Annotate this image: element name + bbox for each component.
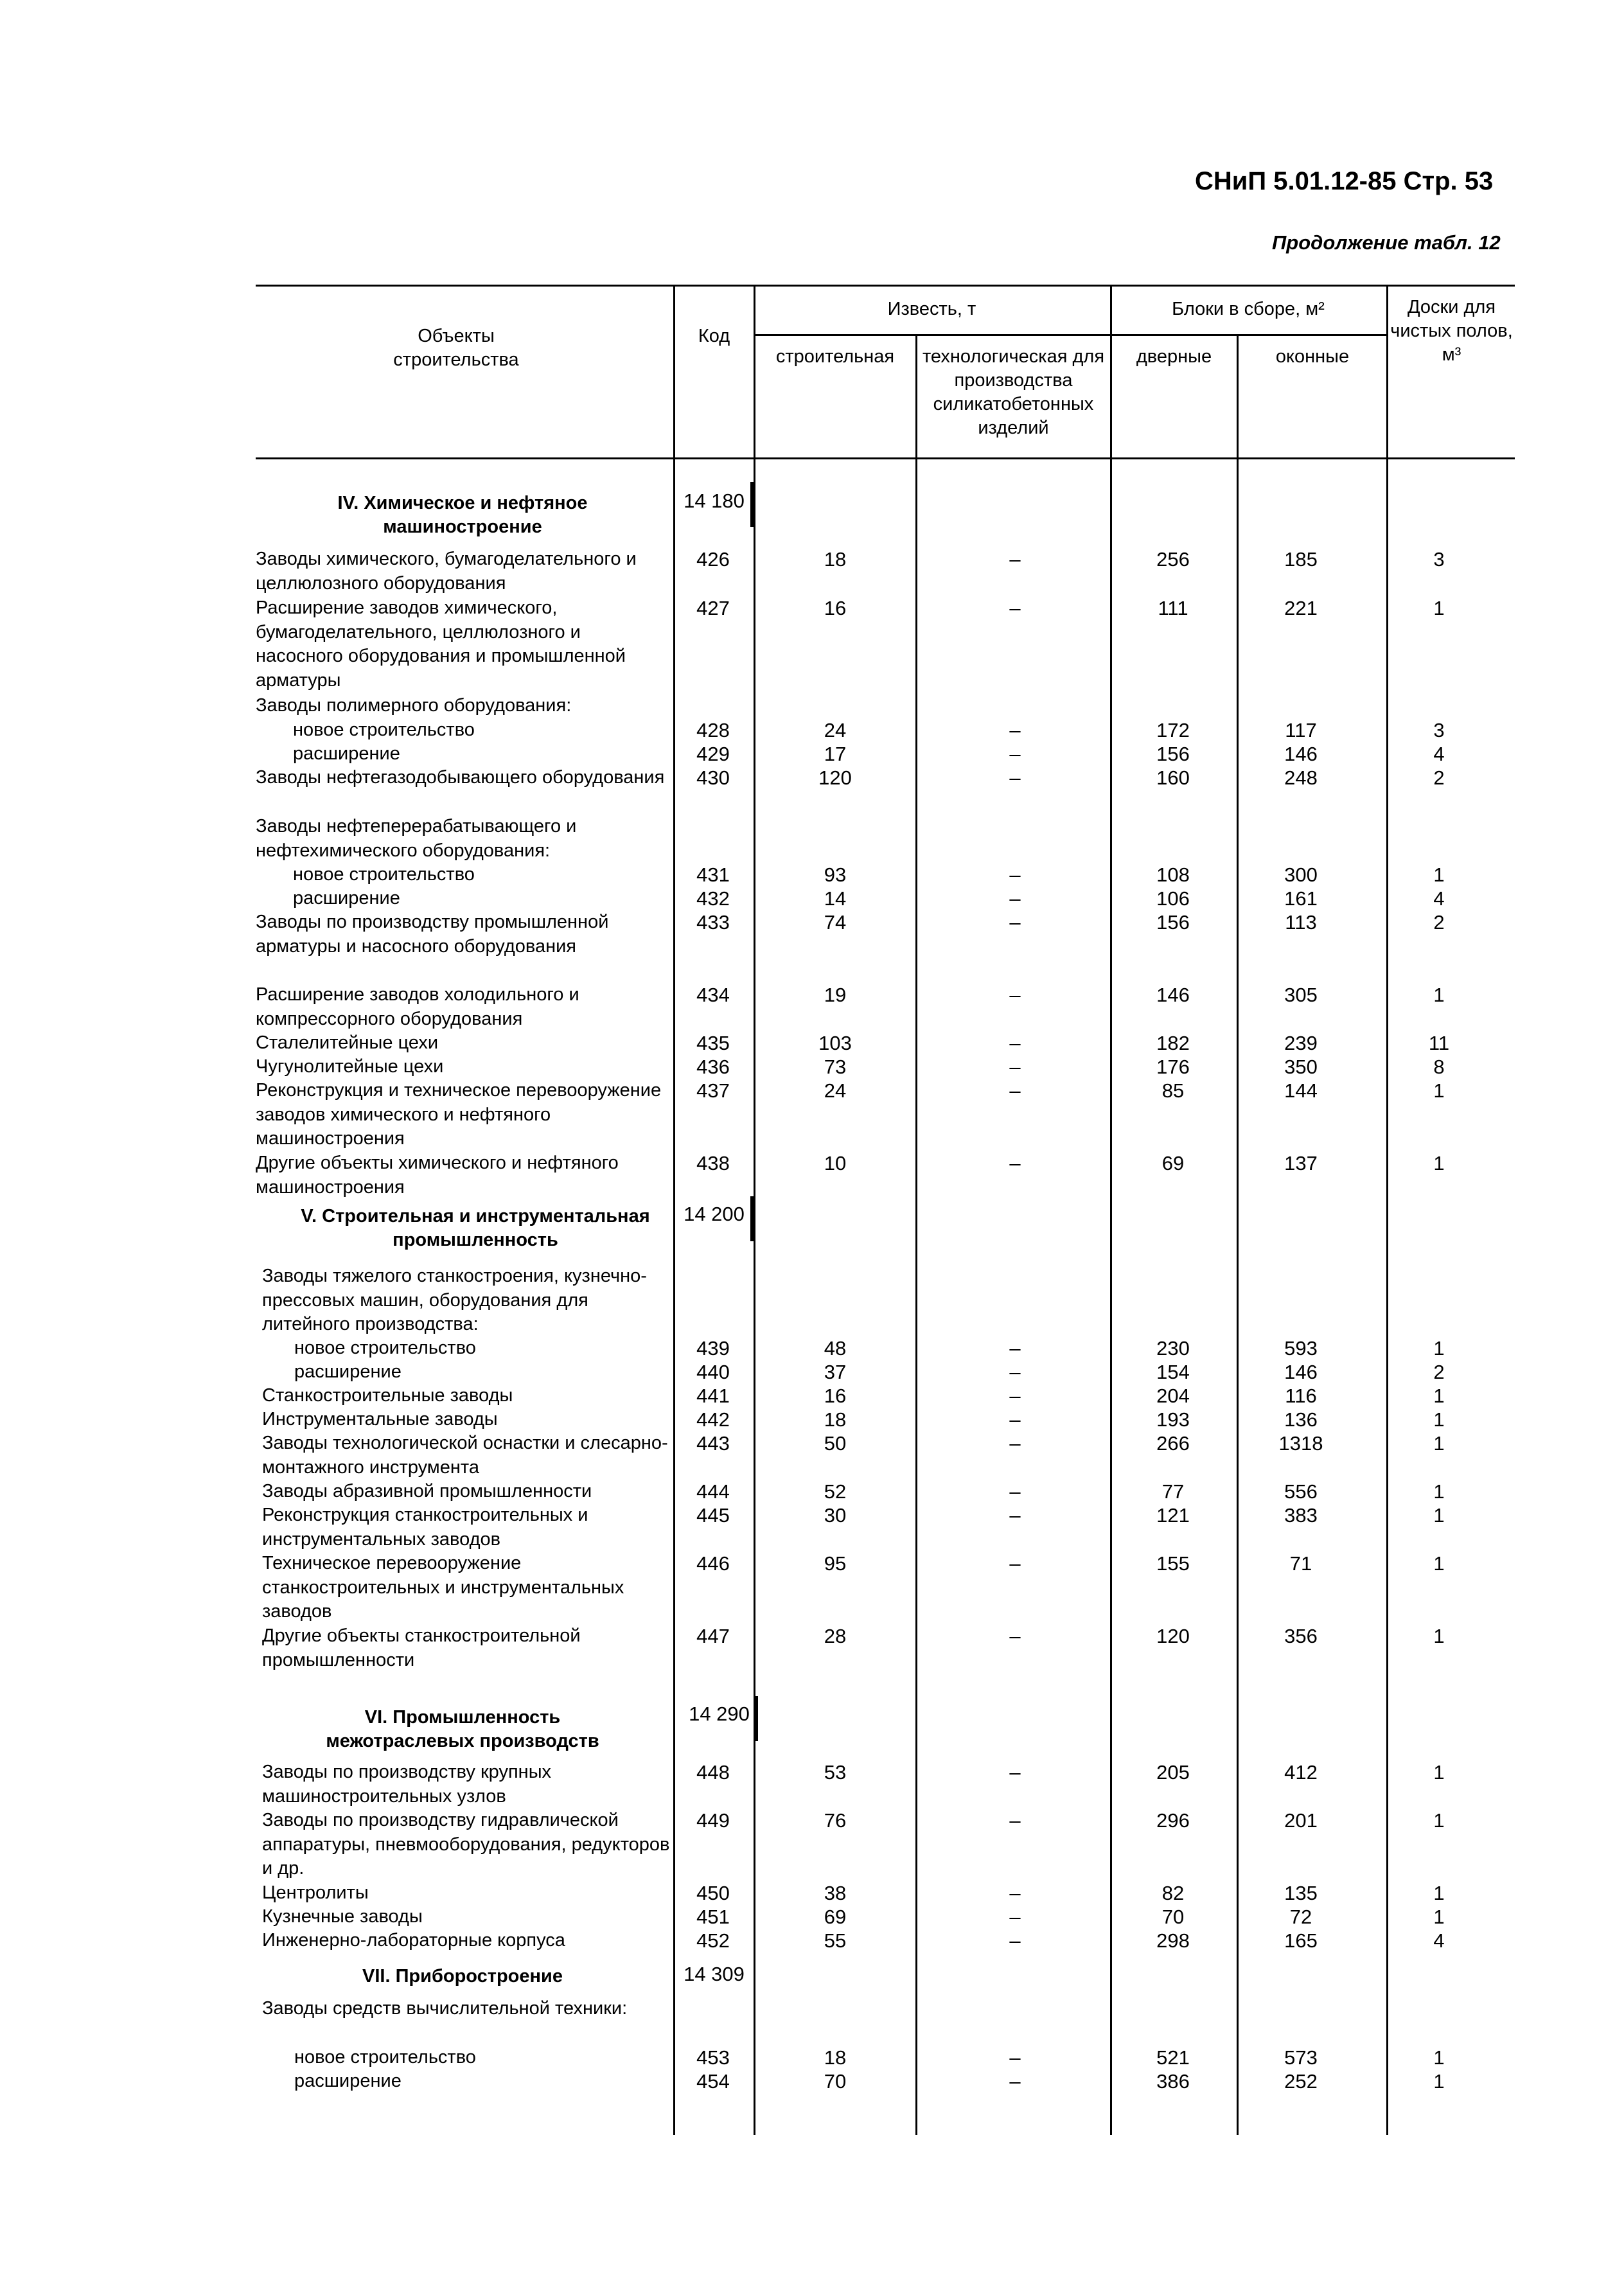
row-code: 450 [696, 1882, 730, 1904]
row-blocks-door: 70 [1161, 1906, 1185, 1928]
row-blocks-window: 146 [1284, 1361, 1318, 1383]
row-code: 452 [696, 1929, 730, 1952]
section-code: 14 180 [684, 490, 745, 512]
row-lime-tech: – [1009, 863, 1021, 886]
row-object-name: Расширение заводов холодильного и компрессорного оборудования [256, 984, 579, 1029]
row-lime-construction: 16 [824, 1385, 847, 1407]
row-blocks-door: 182 [1156, 1032, 1190, 1054]
table-top-rule [256, 285, 1515, 287]
row-blocks-window: 201 [1284, 1809, 1318, 1832]
row-boards: 1 [1433, 1906, 1445, 1928]
row-blocks-window: 71 [1289, 1552, 1312, 1575]
row-blocks-window: 248 [1284, 766, 1318, 789]
row-blocks-window: 137 [1284, 1152, 1318, 1174]
col-divider-lime [915, 334, 917, 2135]
row-blocks-window: 350 [1284, 1056, 1318, 1078]
row-blocks-window: 383 [1284, 1504, 1318, 1527]
section-code-box [750, 1196, 754, 1241]
row-lime-tech: – [1009, 1337, 1021, 1359]
row-code: 440 [696, 1361, 730, 1383]
row-blocks-window: 1318 [1278, 1432, 1323, 1455]
row-object-name: новое строительство [294, 1338, 476, 1358]
row-boards: 1 [1433, 1504, 1445, 1527]
row-lime-construction: 38 [824, 1882, 847, 1904]
row-blocks-window: 305 [1284, 984, 1318, 1006]
header-objects: Объекты строительства [393, 326, 519, 370]
row-object-name: Расширение заводов химического, бумагоделательного, целлюлозного и насосного оборудования и промышленной арматуры [256, 598, 626, 691]
row-object-name: новое строительство [293, 720, 475, 740]
row-blocks-window: 356 [1284, 1625, 1318, 1647]
row-blocks-door: 296 [1156, 1809, 1190, 1832]
row-boards: 1 [1433, 1152, 1445, 1174]
row-boards: 4 [1433, 1929, 1445, 1952]
row-lime-construction: 53 [824, 1761, 847, 1784]
row-blocks-door: 155 [1156, 1552, 1190, 1575]
row-lime-construction: 70 [824, 2070, 847, 2093]
row-blocks-door: 69 [1161, 1152, 1185, 1174]
row-lime-construction: 52 [824, 1480, 847, 1503]
row-code: 429 [696, 743, 730, 765]
row-lime-tech: – [1009, 1079, 1021, 1102]
row-blocks-window: 144 [1284, 1079, 1318, 1102]
section-title: IV. Химическое и нефтяное машиностроение [337, 493, 588, 537]
row-lime-tech: – [1009, 1432, 1021, 1455]
row-blocks-window: 113 [1285, 911, 1317, 934]
row-lime-tech: – [1009, 1480, 1021, 1503]
row-code: 434 [696, 984, 730, 1006]
row-boards: 2 [1433, 1361, 1445, 1383]
row-blocks-door: 172 [1156, 719, 1190, 741]
row-lime-tech: – [1009, 1761, 1021, 1784]
row-blocks-door: 154 [1156, 1361, 1190, 1383]
row-code: 433 [696, 911, 730, 934]
col-divider-code-right [754, 285, 755, 2135]
row-lime-construction: 103 [818, 1032, 852, 1054]
row-lime-tech: – [1009, 1906, 1021, 1928]
row-blocks-window: 161 [1284, 887, 1318, 910]
header-bottom-rule [256, 457, 1515, 459]
row-lime-tech: – [1009, 1385, 1021, 1407]
row-object-name: Заводы нефтеперерабатывающего и нефтехимического оборудования: [256, 816, 577, 861]
row-blocks-door: 85 [1161, 1079, 1185, 1102]
row-blocks-window: 136 [1284, 1408, 1318, 1431]
row-lime-construction: 10 [824, 1152, 847, 1174]
row-lime-tech: – [1009, 1625, 1021, 1647]
row-object-name: Чугунолитейные цехи [256, 1056, 444, 1077]
row-object-name: Заводы тяжелого станкостроения, кузнечно-прессовых машин, оборудования для литейного производства: [262, 1266, 647, 1334]
row-object-name: расширение [293, 743, 400, 764]
row-boards: 1 [1433, 1385, 1445, 1407]
row-lime-construction: 76 [824, 1809, 847, 1832]
row-object-name: Заводы химического, бумагоделательного и целлюлозного оборудования [256, 549, 637, 594]
row-lime-construction: 37 [824, 1361, 847, 1383]
row-code: 437 [696, 1079, 730, 1102]
row-lime-construction: 18 [824, 548, 847, 571]
row-boards: 1 [1433, 597, 1445, 619]
row-code: 446 [696, 1552, 730, 1575]
row-boards: 1 [1433, 1625, 1445, 1647]
row-code: 448 [696, 1761, 730, 1784]
row-blocks-door: 204 [1156, 1385, 1190, 1407]
row-lime-construction: 18 [824, 2046, 847, 2069]
header-lime-construction: строительная [775, 346, 895, 367]
row-lime-construction: 14 [824, 887, 847, 910]
row-blocks-door: 108 [1156, 863, 1190, 886]
row-object-name: Реконструкция станкостроительных и инструментальных заводов [262, 1505, 588, 1550]
row-code: 453 [696, 2046, 730, 2069]
row-blocks-door: 230 [1156, 1337, 1190, 1359]
row-code: 432 [696, 887, 730, 910]
row-code: 430 [696, 766, 730, 789]
row-lime-construction: 17 [824, 743, 847, 765]
row-blocks-door: 256 [1156, 548, 1190, 571]
row-blocks-window: 116 [1285, 1385, 1317, 1407]
row-boards: 11 [1428, 1032, 1450, 1054]
row-code: 449 [696, 1809, 730, 1832]
row-boards: 2 [1433, 766, 1445, 789]
row-boards: 8 [1433, 1056, 1445, 1078]
row-blocks-window: 593 [1284, 1337, 1318, 1359]
row-code: 442 [696, 1408, 730, 1431]
blocks-subheader-rule [1110, 334, 1386, 336]
row-lime-tech: – [1009, 1504, 1021, 1527]
row-object-name: Центролиты [262, 1882, 369, 1903]
row-object-name: новое строительство [293, 864, 475, 885]
row-boards: 1 [1433, 1809, 1445, 1832]
row-boards: 4 [1433, 887, 1445, 910]
row-boards: 1 [1433, 1761, 1445, 1784]
row-code: 454 [696, 2070, 730, 2093]
row-lime-tech: – [1009, 1809, 1021, 1832]
row-lime-tech: – [1009, 1552, 1021, 1575]
row-code: 441 [696, 1385, 730, 1407]
row-lime-construction: 24 [824, 719, 847, 741]
row-object-name: Заводы нефтегазодобывающего оборудования [256, 767, 665, 788]
row-object-name: Заводы по производству промышленной арматуры и насосного оборудования [256, 912, 609, 957]
row-boards: 1 [1433, 1079, 1445, 1102]
row-lime-construction: 93 [824, 863, 847, 886]
row-boards: 4 [1433, 743, 1445, 765]
col-divider-boards [1386, 285, 1388, 2135]
row-lime-construction: 18 [824, 1408, 847, 1431]
row-blocks-door: 521 [1156, 2046, 1190, 2069]
row-blocks-door: 298 [1156, 1929, 1190, 1952]
row-boards: 1 [1433, 2046, 1445, 2069]
row-boards: 1 [1433, 1408, 1445, 1431]
row-blocks-door: 146 [1156, 984, 1190, 1006]
row-code: 427 [696, 597, 730, 619]
row-object-name: Заводы средств вычислительной техники: [262, 1998, 628, 2019]
row-blocks-window: 573 [1284, 2046, 1318, 2069]
row-boards: 3 [1433, 548, 1445, 571]
row-lime-construction: 120 [818, 766, 852, 789]
row-object-name: Сталелитейные цехи [256, 1032, 439, 1053]
row-code: 443 [696, 1432, 730, 1455]
row-lime-tech: – [1009, 1408, 1021, 1431]
col-divider-blocks-mid [1237, 334, 1239, 2135]
row-blocks-window: 221 [1284, 597, 1318, 619]
row-lime-construction: 95 [824, 1552, 847, 1575]
row-object-name: Станкостроительные заводы [262, 1385, 513, 1406]
row-blocks-door: 106 [1156, 887, 1190, 910]
row-blocks-door: 77 [1161, 1480, 1185, 1503]
row-boards: 1 [1433, 1552, 1445, 1575]
row-object-name: новое строительство [294, 2047, 476, 2067]
row-lime-construction: 50 [824, 1432, 847, 1455]
section-code: 14 290 [689, 1703, 750, 1725]
row-lime-tech: – [1009, 1152, 1021, 1174]
row-lime-construction: 30 [824, 1504, 847, 1527]
row-code: 439 [696, 1337, 730, 1359]
section-code-box [750, 482, 754, 527]
row-blocks-door: 205 [1156, 1761, 1190, 1784]
row-blocks-window: 185 [1284, 548, 1318, 571]
header-blocks-window: оконные [1275, 346, 1350, 367]
row-code: 445 [696, 1504, 730, 1527]
row-object-name: Другие объекты станкостроительной промышленности [262, 1625, 581, 1670]
row-lime-construction: 74 [824, 911, 847, 934]
table-continuation-note: Продолжение табл. 12 [1272, 231, 1501, 254]
row-object-name: Заводы полимерного оборудования: [256, 695, 572, 716]
row-lime-tech: – [1009, 1032, 1021, 1054]
row-object-name: Заводы технологической оснастки и слесарно-монтажного инструмента [262, 1433, 668, 1478]
row-object-name: Инструментальные заводы [262, 1409, 498, 1430]
row-blocks-door: 82 [1161, 1882, 1185, 1904]
row-code: 444 [696, 1480, 730, 1503]
row-lime-tech: – [1009, 1056, 1021, 1078]
row-lime-tech: – [1009, 548, 1021, 571]
row-lime-tech: – [1009, 2046, 1021, 2069]
row-boards: 1 [1433, 863, 1445, 886]
row-boards: 1 [1433, 1337, 1445, 1359]
row-object-name: Техническое перевооружение станкостроительных и инструментальных заводов [262, 1553, 624, 1622]
row-blocks-door: 266 [1156, 1432, 1190, 1455]
row-boards: 1 [1433, 1432, 1445, 1455]
row-blocks-door: 120 [1156, 1625, 1190, 1647]
row-lime-construction: 55 [824, 1929, 847, 1952]
row-blocks-door: 156 [1156, 743, 1190, 765]
row-code: 451 [696, 1906, 730, 1928]
col-divider-blocks-left [1110, 285, 1112, 2135]
row-lime-tech: – [1009, 984, 1021, 1006]
row-lime-tech: – [1009, 1929, 1021, 1952]
row-object-name: Заводы по производству гидравлической аппаратуры, пневмооборудования, редукторов и др. [262, 1810, 670, 1879]
row-boards: 3 [1433, 719, 1445, 741]
row-code: 447 [696, 1625, 730, 1647]
section-title: VII. Приборостроение [362, 1966, 563, 1987]
row-lime-tech: – [1009, 1882, 1021, 1904]
row-lime-tech: – [1009, 719, 1021, 741]
row-blocks-door: 111 [1158, 597, 1188, 619]
row-lime-tech: – [1009, 2070, 1021, 2093]
row-object-name: расширение [293, 888, 400, 908]
row-boards: 1 [1433, 2070, 1445, 2093]
row-blocks-window: 165 [1284, 1929, 1318, 1952]
row-lime-construction: 16 [824, 597, 847, 619]
row-boards: 1 [1433, 984, 1445, 1006]
row-lime-tech: – [1009, 911, 1021, 934]
lime-subheader-rule [754, 334, 1110, 336]
row-blocks-window: 300 [1284, 863, 1318, 886]
row-boards: 1 [1433, 1882, 1445, 1904]
header-lime-tech: технологическая для производства силикатобетонных изделий [922, 346, 1105, 438]
row-boards: 2 [1433, 911, 1445, 934]
row-lime-tech: – [1009, 766, 1021, 789]
section-title: VI. Промышленность межотраслевых производств [326, 1707, 599, 1751]
row-code: 435 [696, 1032, 730, 1054]
row-blocks-window: 146 [1284, 743, 1318, 765]
row-object-name: Заводы абразивной промышленности [262, 1481, 592, 1501]
row-object-name: Кузнечные заводы [262, 1906, 423, 1927]
row-code: 426 [696, 548, 730, 571]
row-lime-construction: 69 [824, 1906, 847, 1928]
row-blocks-window: 239 [1284, 1032, 1318, 1054]
row-lime-construction: 28 [824, 1625, 847, 1647]
row-boards: 1 [1433, 1480, 1445, 1503]
row-lime-tech: – [1009, 743, 1021, 765]
section-title: V. Строительная и инструментальная промышленность [301, 1206, 650, 1250]
row-lime-construction: 24 [824, 1079, 847, 1102]
row-lime-tech: – [1009, 1361, 1021, 1383]
row-blocks-window: 252 [1284, 2070, 1318, 2093]
row-object-name: Инженерно-лабораторные корпуса [262, 1930, 565, 1951]
row-blocks-door: 121 [1156, 1504, 1190, 1527]
section-code: 14 309 [684, 1963, 745, 1985]
header-code: Код [698, 326, 730, 346]
row-lime-construction: 19 [824, 984, 847, 1006]
row-lime-tech: – [1009, 887, 1021, 910]
row-object-name: Заводы по производству крупных машиностроительных узлов [262, 1762, 552, 1807]
row-code: 436 [696, 1056, 730, 1078]
row-blocks-door: 386 [1156, 2070, 1190, 2093]
header-blocks-door: дверные [1136, 346, 1212, 367]
header-lime: Известь, т [887, 299, 976, 319]
row-blocks-window: 117 [1285, 719, 1317, 741]
section-code: 14 200 [684, 1203, 745, 1225]
row-blocks-window: 556 [1284, 1480, 1318, 1503]
row-blocks-window: 72 [1289, 1906, 1312, 1928]
document-id: СНиП 5.01.12-85 Стр. 53 [1195, 167, 1494, 195]
row-lime-construction: 73 [824, 1056, 847, 1078]
row-blocks-window: 412 [1284, 1761, 1318, 1784]
row-object-name: расширение [294, 1361, 402, 1382]
row-object-name: расширение [294, 2071, 402, 2091]
row-object-name: Другие объекты химического и нефтяного машиностроения [256, 1153, 619, 1198]
row-code: 428 [696, 719, 730, 741]
row-blocks-door: 176 [1156, 1056, 1190, 1078]
row-lime-construction: 48 [824, 1337, 847, 1359]
row-object-name: Реконструкция и техническое перевооружение заводов химического и нефтяного машиностроения [256, 1080, 662, 1149]
row-blocks-door: 156 [1156, 911, 1190, 934]
row-code: 438 [696, 1152, 730, 1174]
row-blocks-door: 160 [1156, 766, 1190, 789]
header-blocks: Блоки в сборе, м² [1172, 299, 1325, 319]
header-boards: Доски для чистых полов, м³ [1390, 297, 1513, 365]
row-code: 431 [696, 863, 730, 886]
row-lime-tech: – [1009, 597, 1021, 619]
row-blocks-window: 135 [1284, 1882, 1318, 1904]
section-code-box [755, 1696, 758, 1741]
row-blocks-door: 193 [1156, 1408, 1190, 1431]
